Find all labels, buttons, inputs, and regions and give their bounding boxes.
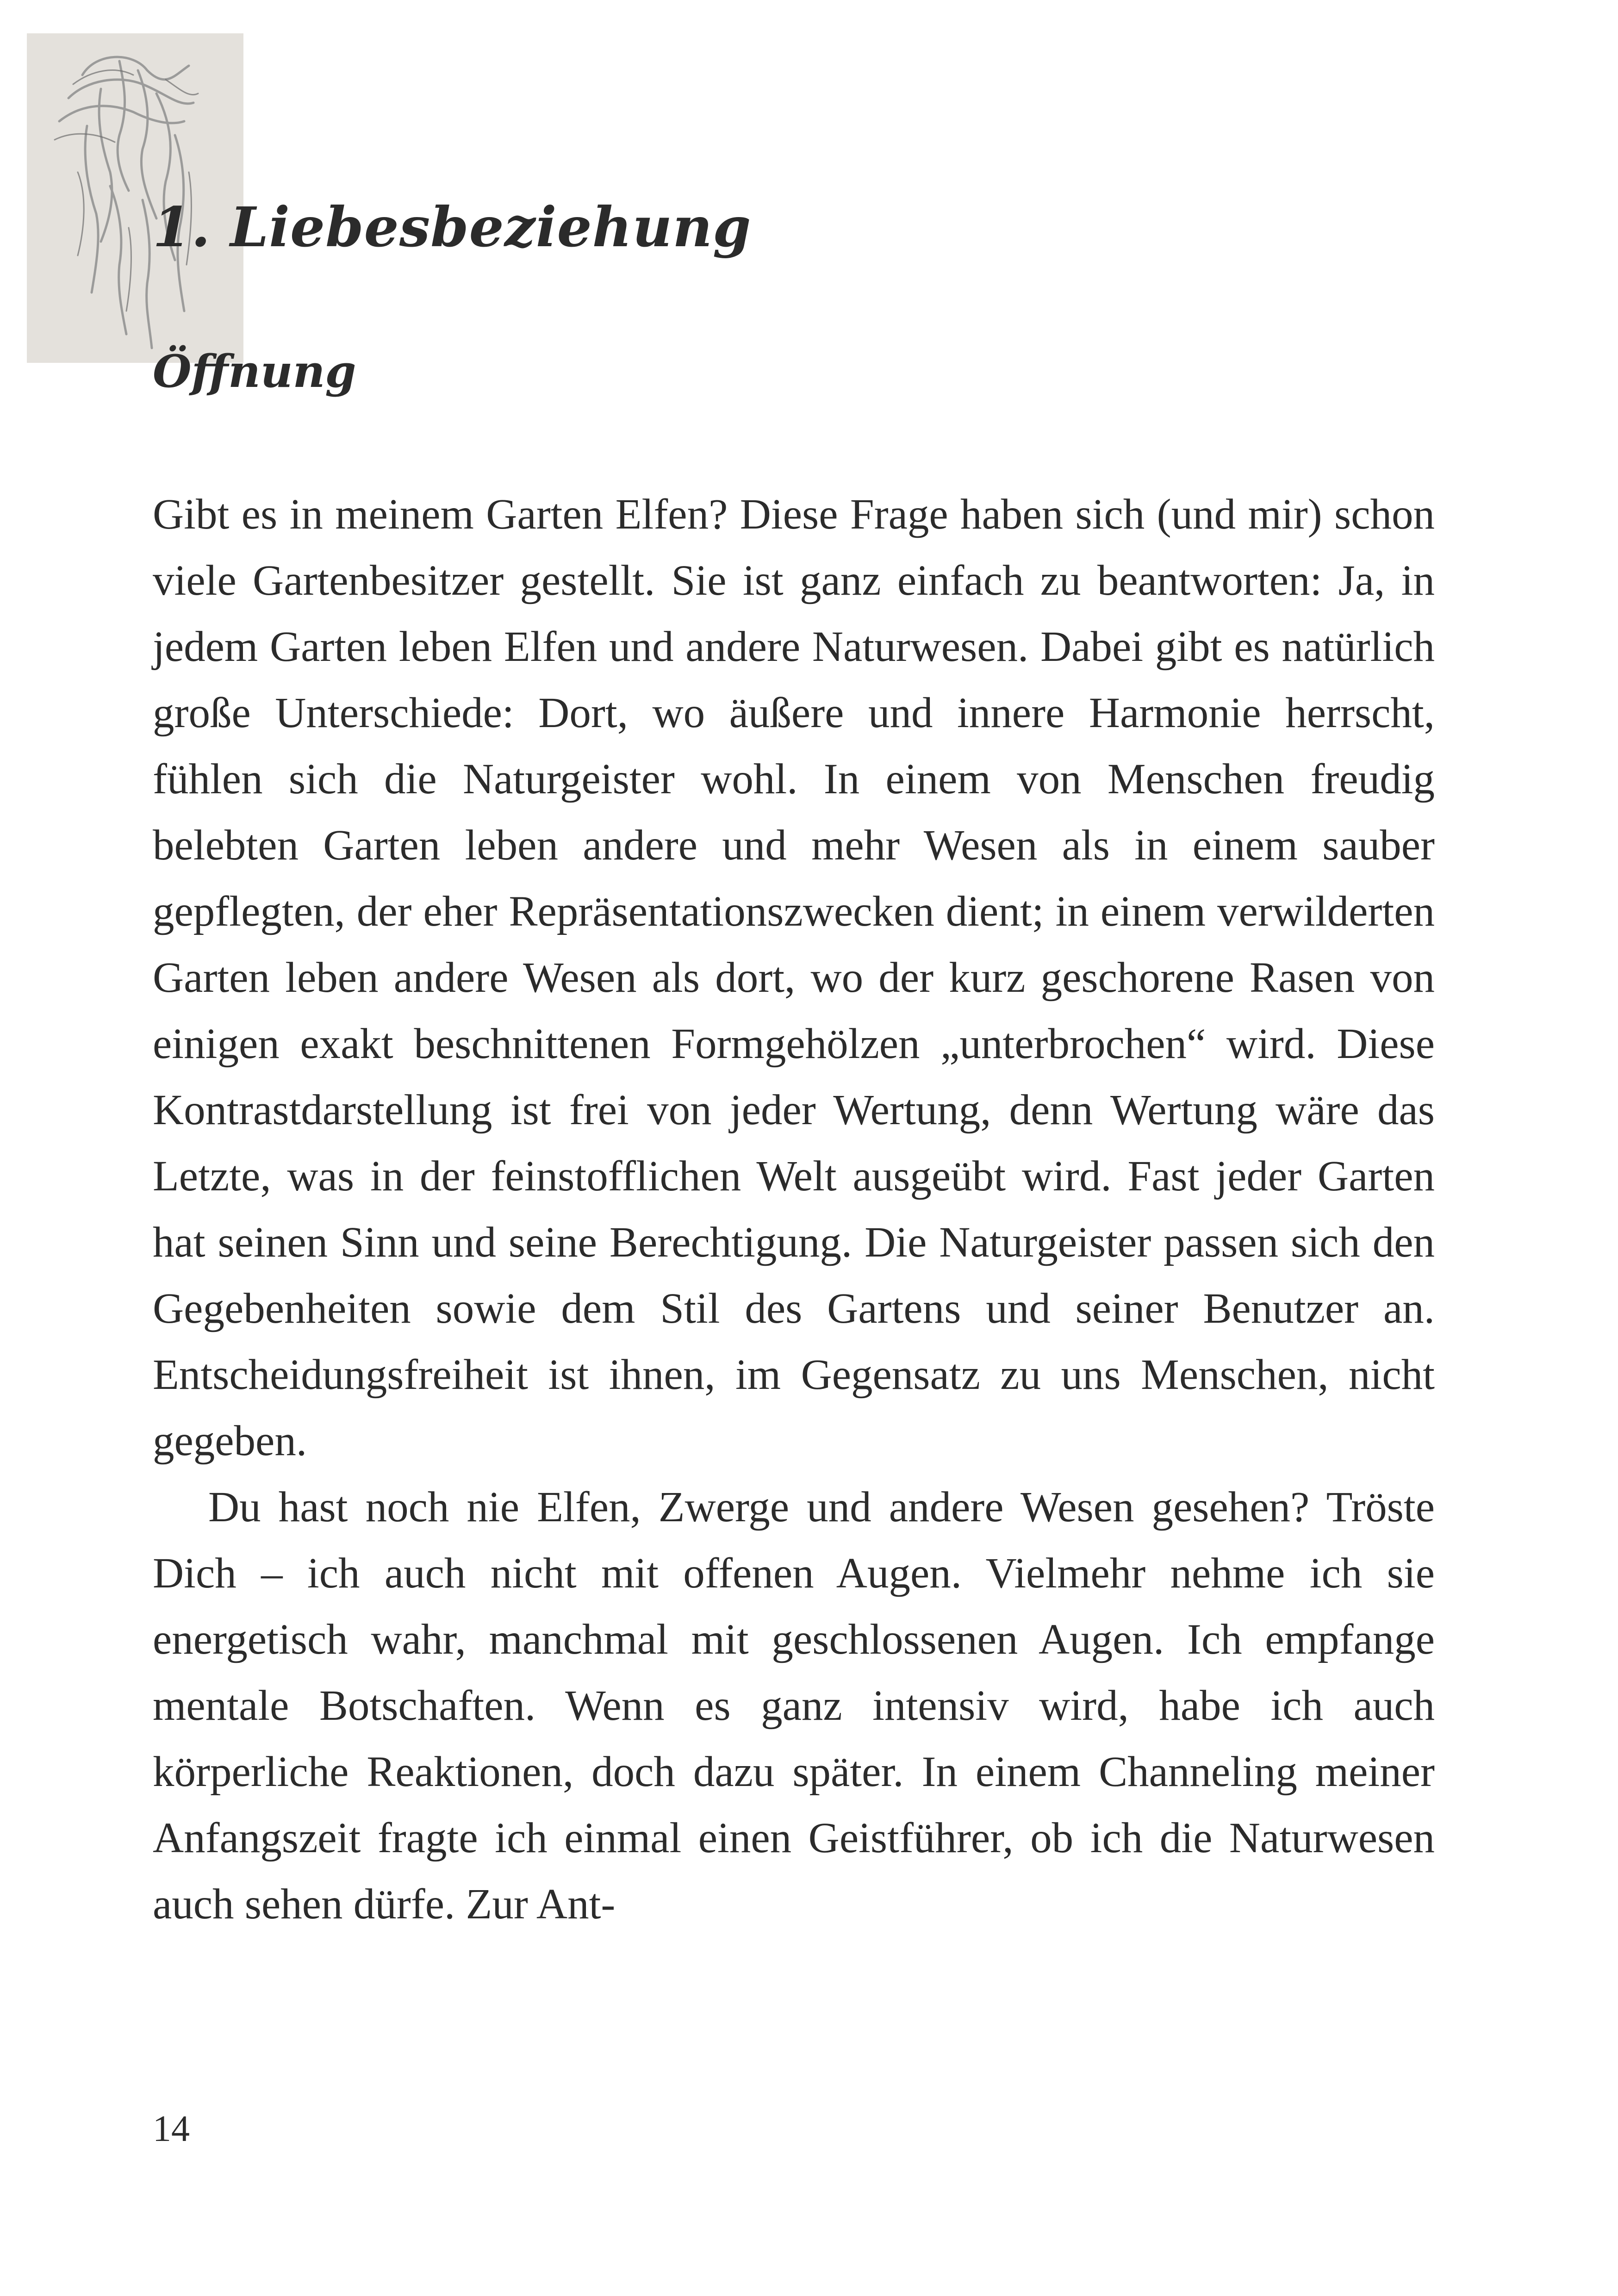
body-text [153, 481, 1435, 1937]
paragraph-2: Du hast noch nie Elfen, Zwerge und andere Wesen gesehen? Tröste Dich – ich auch nicht mit offenen Augen. Vielmehr nehme ich sie energetisch wahr, manchmal mit geschlossenen Augen. Ich empfange mentale Botschaften. Wenn es ganz intensiv wird, habe ich auch körperliche Reaktionen, doch dazu später. In einem Channeling meiner Anfangszeit fragte ich einmal einen Geistführer, ob ich die Naturwesen auch sehen dürfe. Zur Ant- [153, 1483, 1435, 1928]
section-title: Öffnung [153, 345, 356, 398]
page-number: 14 [153, 2109, 190, 2149]
chapter-title: 1. Liebesbeziehung [153, 195, 752, 259]
paragraph-1: Gibt es in meinem Garten Elfen? Diese Frage haben sich (und mir) schon viele Gartenbesitzer gestellt. Sie ist ganz einfach zu beantworten: Ja, in jedem Garten leben Elfen und andere Naturwesen. Dabei gibt es natürlich große Unterschiede: Dort, wo äußere und innere Harmonie herrscht, fühlen sich die Naturgeister wohl. In einem von Menschen freudig belebten Garten leben andere und mehr Wesen als in einem sauber gepflegten, der eher Repräsentationszwecken dient; in einem verwilderten Garten leben andere Wesen als dort, wo der kurz geschorene Rasen von einigen exakt beschnittenen Formgehölzen „unterbrochen“ wird. Diese Kontrastdarstellung ist frei von jeder Wertung, denn Wertung wäre das Letzte, was in der feinstofflichen Welt ausgeübt wird. Fast jeder Garten hat seinen Sinn und seine Berechtigung. Die Naturgeister passen sich den Gegebenheiten sowie dem Stil des Gartens und seiner Benutzer an. Entscheidungsfreiheit ist ihnen, im Gegensatz zu uns Menschen, nicht gegeben. [153, 491, 1435, 1465]
